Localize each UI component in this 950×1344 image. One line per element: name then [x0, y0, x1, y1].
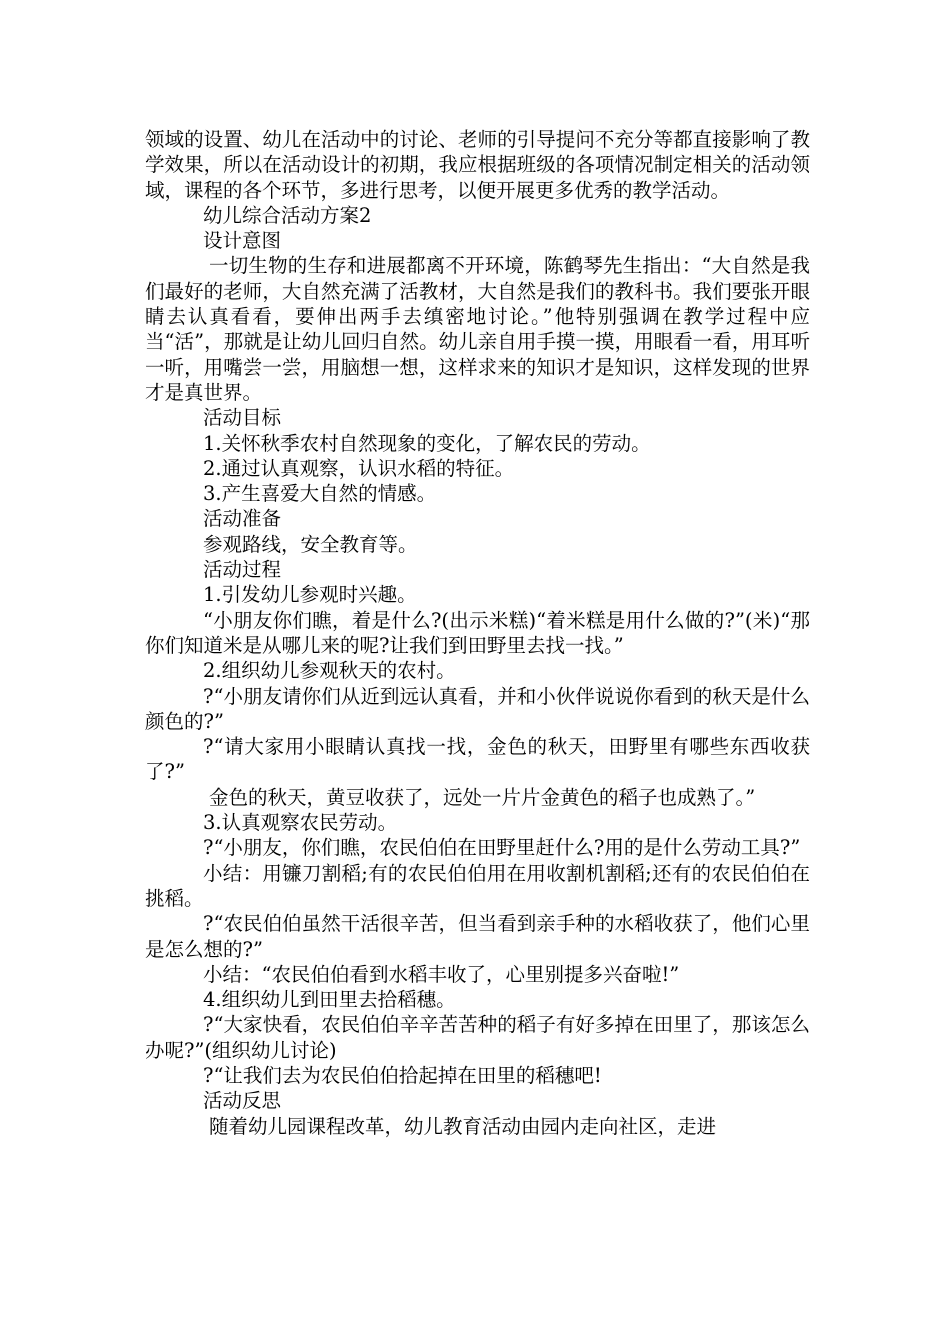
section-title-plan-2: 幼儿综合活动方案2 [203, 203, 372, 227]
process-step-2-answer: 金色的秋天，黄豆收获了，远处一片片金黄色的稻子也成熟了。” [209, 785, 756, 809]
process-step-4: 4.组织幼儿到田里去拾稻穗。 [203, 988, 456, 1012]
process-step-2-question-1: ?“小朋友请你们从近到远认真看，并和小伙伴说说你看到的秋天是什么颜色的?” [145, 684, 810, 733]
process-step-2: 2.组织幼儿参观秋天的农村。 [203, 659, 456, 683]
paragraph-design-intent: 一切生物的生存和进展都离不开环境，陈鹤琴先生指出：“大自然是我们最好的老师，大自然充满了活教材，大自然是我们的教科书。我们要张开眼睛去认真看看，要伸出两手去缜密地讨论。”他特别强调在教学过程中应当“活”，那就是让幼儿回归自然。幼儿亲自用手摸一摸，用眼看一看，用耳听一听，用嘴尝一尝，用脑想一想，这样求来的知识才是知识，这样发现的世界才是真世界。 [145, 254, 810, 404]
heading-design-intent: 设计意图 [203, 229, 282, 253]
heading-activity-reflection: 活动反思 [203, 1089, 282, 1113]
process-step-4-question-1: ?“大家快看，农民伯伯辛辛苦苦种的稻子有好多掉在田里了，那该怎么办呢?”(组织幼儿讨论) [145, 1013, 810, 1062]
document-page [145, 127, 810, 1139]
process-step-3: 3.认真观察农民劳动。 [203, 811, 398, 835]
process-step-3-summary-1: 小结：用镰刀割稻;有的农民伯伯用在用收割机割稻;还有的农民伯伯在挑稻。 [145, 861, 810, 910]
heading-activity-preparation: 活动准备 [203, 507, 282, 531]
process-step-2-question-2: ?“请大家用小眼睛认真找一找，金色的秋天，田野里有哪些东西收获了?” [145, 735, 810, 784]
process-step-4-question-2: ?“让我们去为农民伯伯拾起掉在田里的稻穗吧! [203, 1063, 602, 1087]
goal-item-1: 1.关怀秋季农村自然现象的变化，了解农民的劳动。 [203, 431, 651, 455]
process-step-1: 1.引发幼儿参观时兴趣。 [203, 583, 417, 607]
heading-activity-process: 活动过程 [203, 558, 282, 582]
heading-activity-goals: 活动目标 [203, 406, 282, 430]
goal-item-2: 2.通过认真观察，认识水稻的特征。 [203, 456, 515, 480]
process-step-3-question-1: ?“小朋友，你们瞧，农民伯伯在田野里赶什么?用的是什么劳动工具?” [203, 836, 801, 860]
goal-item-3: 3.产生喜爱大自然的情感。 [203, 482, 437, 506]
paragraph-reflection-continued: 领域的设置、幼儿在活动中的讨论、老师的引导提问不充分等都直接影响了教学效果，所以在活动设计的初期，我应根据班级的各项情况制定相关的活动领域，课程的各个环节，多进行思考，以便开展更多优秀的教学活动。 [145, 128, 810, 202]
process-step-3-summary-2: 小结：“农民伯伯看到水稻丰收了，心里别提多兴奋啦!” [203, 962, 680, 986]
paragraph-preparation: 参观路线，安全教育等。 [203, 532, 418, 556]
process-step-3-question-2: ?“农民伯伯虽然干活很辛苦，但当看到亲手种的水稻收获了，他们心里是怎么想的?” [145, 912, 810, 961]
process-step-1-dialogue: “小朋友你们瞧，着是什么?(出示米糕)“着米糕是用什么做的?”(米)“那你们知道米是从哪儿来的呢?让我们到田野里去找一找。” [145, 608, 810, 657]
paragraph-reflection-start: 随着幼儿园课程改革，幼儿教育活动由园内走向社区，走进 [209, 1114, 717, 1138]
